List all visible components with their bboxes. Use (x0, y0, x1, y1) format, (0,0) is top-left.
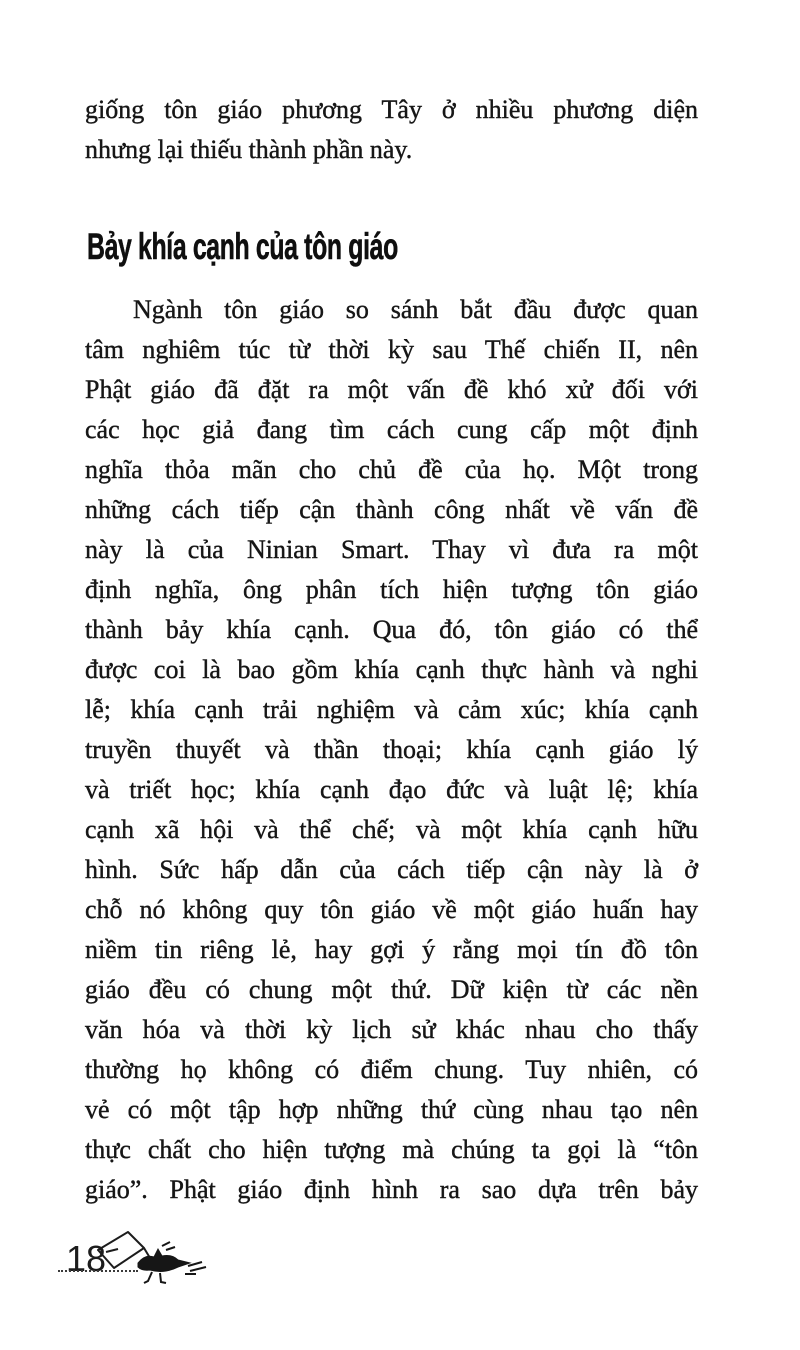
paragraph-continuation (85, 90, 698, 170)
text-line: Phật giáo đã đặt ra một vấn đề khó xử đối với (85, 375, 698, 404)
text-line: được coi là bao gồm khía cạnh thực hành và nghi (85, 655, 698, 684)
text-line: niềm tin riêng lẻ, hay gợi ý rằng mọi tín đồ tôn (85, 935, 698, 964)
text-line: giáo đều có chung một thứ. Dữ kiện từ các nền (85, 975, 698, 1004)
text-line: chỗ nó không quy tôn giáo về một giáo huấn hay (85, 895, 698, 924)
text-line: cạnh xã hội và thể chế; và một khía cạnh hữu (85, 815, 698, 844)
text-line: hình. Sức hấp dẫn của cách tiếp cận này là ở (85, 855, 698, 884)
text-line: giống tôn giáo phương Tây ở nhiều phương diện (85, 95, 698, 124)
text-line: giáo”. Phật giáo định hình ra sao dựa trên bảy (85, 1175, 698, 1204)
text-line: này là của Ninian Smart. Thay vì đưa ra một (85, 535, 698, 564)
section-heading: Bảy khía cạnh của tôn giáo (87, 226, 398, 267)
text-line: Ngành tôn giáo so sánh bắt đầu được quan (133, 295, 698, 324)
text-line: định nghĩa, ông phân tích hiện tượng tôn giáo (85, 575, 698, 604)
text-line: vẻ có một tập hợp những thứ cùng nhau tạo nên (85, 1095, 698, 1124)
ink-sketch-bird-illustration (92, 1228, 222, 1290)
page-footer (58, 1226, 258, 1296)
text-line: thành bảy khía cạnh. Qua đó, tôn giáo có thể (85, 615, 698, 644)
text-line: truyền thuyết và thần thoại; khía cạnh giáo lý (85, 735, 698, 764)
text-line: lễ; khía cạnh trải nghiệm và cảm xúc; khía cạnh (85, 695, 698, 724)
paragraph-main (85, 290, 698, 1210)
text-line: những cách tiếp cận thành công nhất về vấn đề (85, 495, 698, 524)
text-line: tâm nghiêm túc từ thời kỳ sau Thế chiến II, nên (85, 335, 698, 364)
text-line: nghĩa thỏa mãn cho chủ đề của họ. Một trong (85, 455, 698, 484)
text-line: các học giả đang tìm cách cung cấp một định (85, 415, 698, 444)
text-line: thường họ không có điểm chung. Tuy nhiên, có (85, 1055, 698, 1084)
page-number: 18 (66, 1238, 107, 1279)
text-line: nhưng lại thiếu thành phần này. (85, 135, 413, 164)
text-line: thực chất cho hiện tượng mà chúng ta gọi là “tôn (85, 1135, 698, 1164)
text-line: văn hóa và thời kỳ lịch sử khác nhau cho thấy (85, 1015, 698, 1044)
text-line: và triết học; khía cạnh đạo đức và luật lệ; khía (85, 775, 698, 804)
